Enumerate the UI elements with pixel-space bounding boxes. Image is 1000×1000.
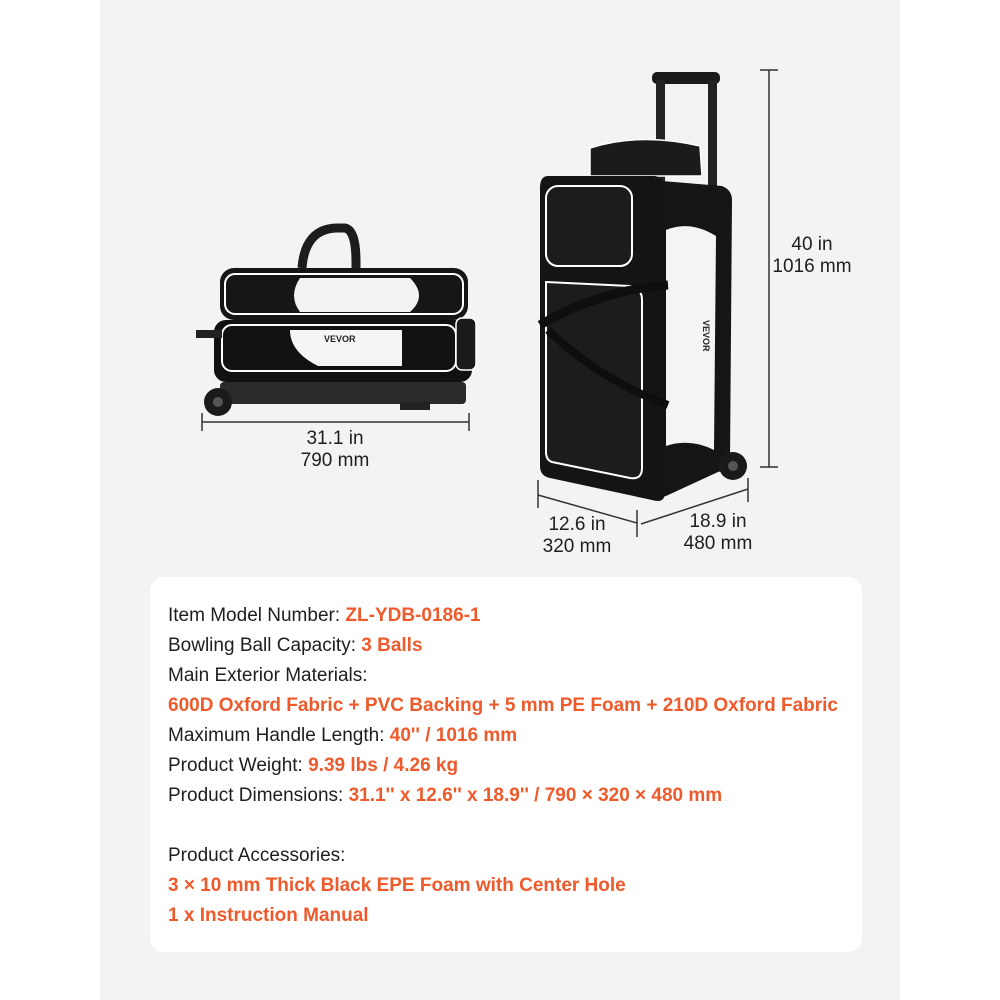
length-metric: 480 mm [683,533,753,554]
spec-weight-label: Product Weight: [168,755,309,776]
spec-dimensions-label: Product Dimensions: [168,785,349,806]
spec-model [168,604,481,628]
spec-accessories-label: Product Accessories: [168,845,346,866]
spec-materials-value: 600D Oxford Fabric + PVC Backing + 5 mm PE Foam + 210D Oxford Fabric [168,695,838,716]
spec-weight-value: 9.39 lbs / 4.26 kg [308,755,459,776]
bag-side-view [196,228,476,416]
width-label [270,428,400,472]
spec-accessory-item: 1 x Instruction Manual [168,905,369,926]
spec-capacity-label: Bowling Ball Capacity: [168,635,362,656]
spec-model-value: ZL-YDB-0186-1 [345,605,481,626]
spec-handle [168,724,517,748]
spec-dimensions [168,784,722,808]
spec-materials-label: Main Exterior Materials: [168,665,368,686]
spec-accessory-item: 3 × 10 mm Thick Black EPE Foam with Center Hole [168,875,626,896]
spec-capacity [168,634,423,658]
bag-upright-view [540,72,747,501]
spec-capacity-value: 3 Balls [361,635,423,656]
length-label [668,511,768,555]
height-imperial: 40 in [791,234,833,255]
depth-imperial: 12.6 in [548,514,606,535]
spec-handle-value: 40'' / 1016 mm [389,725,518,746]
height-metric: 1016 mm [772,256,852,277]
spec-dimensions-value: 31.1'' x 12.6'' x 18.9'' / 790 × 320 × 480 mm [348,785,723,806]
spec-weight [168,754,458,778]
brand-logo-side: VEVOR [324,334,356,344]
spec-card [150,577,862,952]
depth-metric: 320 mm [542,536,612,557]
spec-model-label: Item Model Number: [168,605,346,626]
depth-label [527,514,627,558]
width-metric: 790 mm [300,450,370,471]
height-label [762,234,862,278]
width-imperial: 31.1 in [306,428,364,449]
length-imperial: 18.9 in [689,511,747,532]
spec-handle-label: Maximum Handle Length: [168,725,390,746]
brand-logo-upright: VEVOR [701,320,711,352]
